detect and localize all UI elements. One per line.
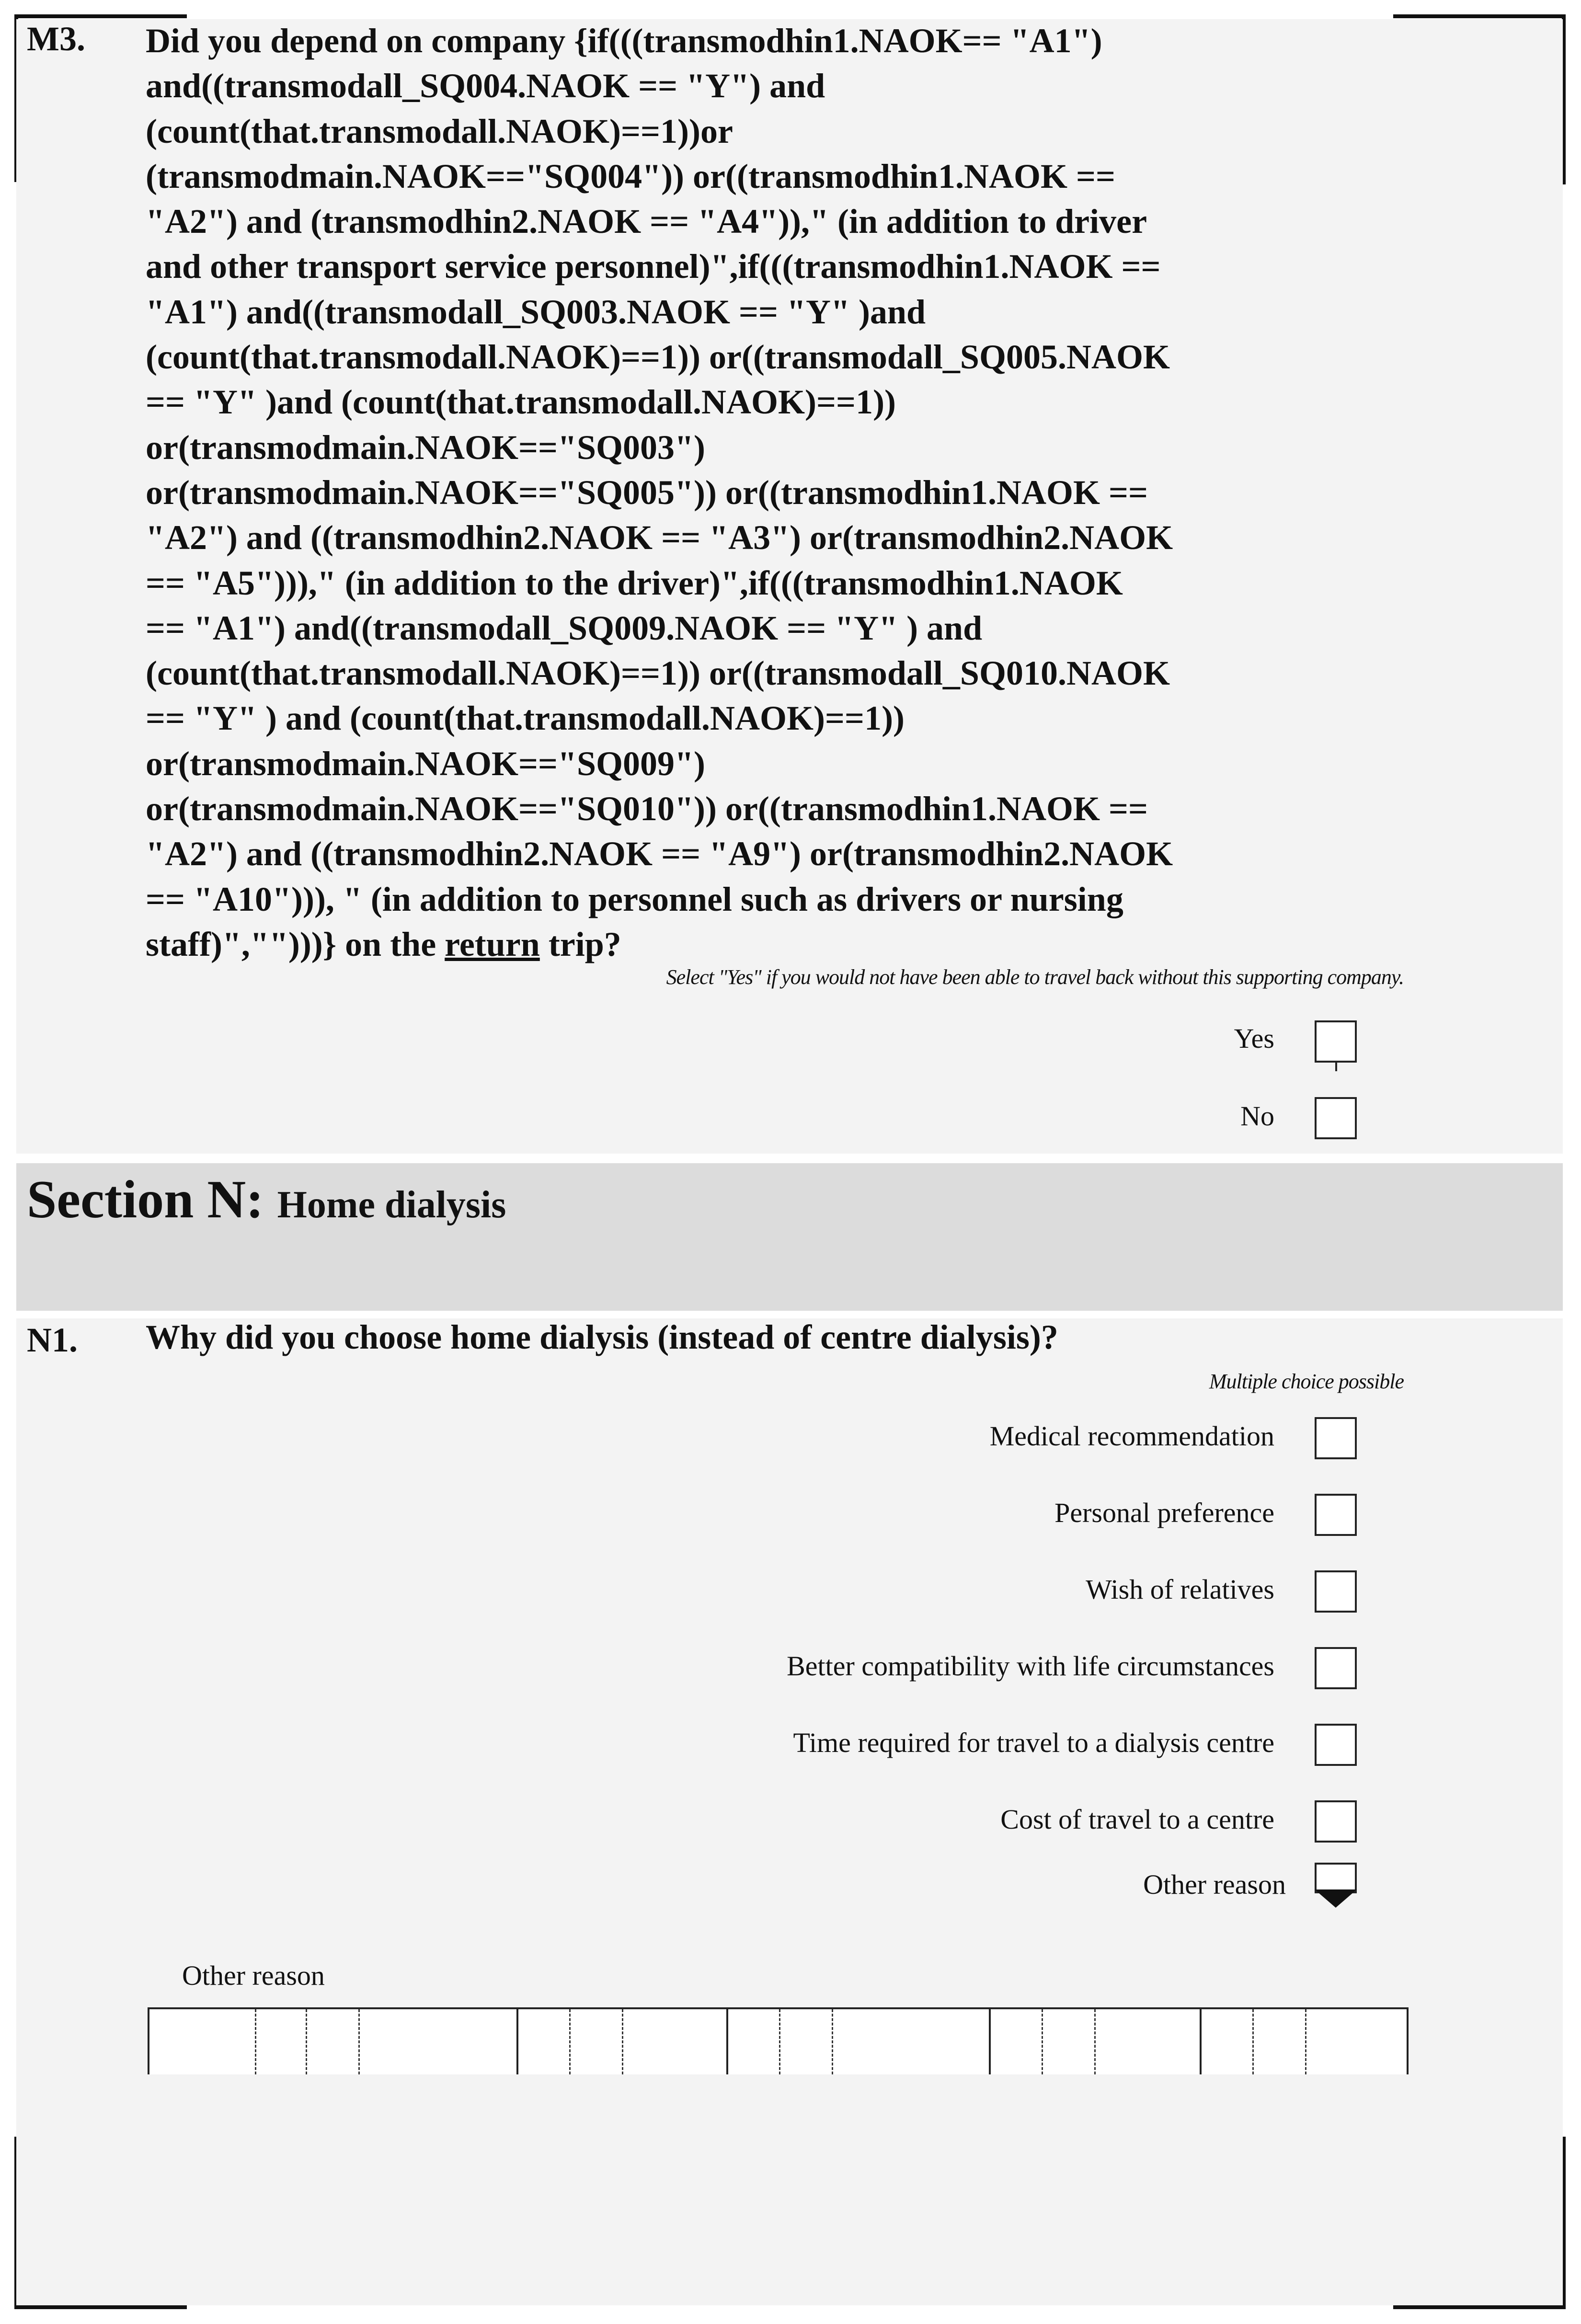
- question-m3-line: == "A1") and((transmodall_SQ009.NAOK == "Y" ) and: [146, 608, 983, 647]
- entry-cell-divider: [622, 2009, 623, 2074]
- entry-cell-divider: [779, 2009, 780, 2074]
- question-m3-line: == "Y" )and (count(that.transmodall.NAOK)==1)): [146, 383, 896, 422]
- entry-cell-divider: [1305, 2009, 1306, 2074]
- question-m3-line: == "A10"))), " (in addition to personnel such as drivers or nursing: [146, 880, 1123, 918]
- option-other-reason-checkbox[interactable]: [1315, 1863, 1357, 1909]
- last-line-end: trip?: [539, 925, 621, 963]
- question-m3-line: or(transmodmain.NAOK=="SQ005")) or((transmodhin1.NAOK ==: [146, 473, 1148, 512]
- question-m3-line: Did you depend on company {if(((transmodhin1.NAOK== "A1"): [146, 22, 1102, 60]
- question-m3-hint: Select "Yes" if you would not have been able to travel back without this supporting company.: [666, 965, 1404, 989]
- option-yes-label: Yes: [1234, 1023, 1274, 1054]
- question-m3-line: == "Y" ) and (count(that.transmodall.NAOK)==1)): [146, 699, 905, 738]
- question-n1-text: Why did you choose home dialysis (instead of centre dialysis)?: [146, 1318, 1058, 1356]
- section-n-title: [27, 1169, 506, 1231]
- entry-cell-divider: [1042, 2009, 1043, 2074]
- option-life-circumstances-checkbox[interactable]: [1315, 1647, 1357, 1689]
- question-m3-line: "A2") and (transmodhin2.NAOK == "A4"))," (in addition to driver: [146, 202, 1147, 241]
- option-travel-time-checkbox[interactable]: [1315, 1724, 1357, 1766]
- option-wish-of-relatives-label: Wish of relatives: [1086, 1574, 1274, 1605]
- question-m3-line: "A2") and ((transmodhin2.NAOK == "A3") or(transmodhin2.NAOK: [146, 518, 1173, 557]
- entry-cell-divider: [255, 2009, 256, 2074]
- corner-mark-bottom-left-h: [14, 2305, 187, 2309]
- option-travel-cost-label: Cost of travel to a centre: [1000, 1804, 1274, 1835]
- last-line-start: staff)","")))} on the: [146, 925, 445, 963]
- entry-cell-divider: [516, 2009, 518, 2074]
- entry-cell-divider: [358, 2009, 360, 2074]
- question-m3-line: == "A5")))," (in addition to the driver)",if(((transmodhin1.NAOK: [146, 563, 1123, 602]
- option-life-circumstances-label: Better compatibility with life circumstances: [787, 1650, 1274, 1682]
- entry-cell-divider: [1200, 2009, 1202, 2074]
- option-personal-preference-label: Personal preference: [1054, 1497, 1274, 1528]
- question-m3-line: and other transport service personnel)",if(((transmodhin1.NAOK ==: [146, 247, 1161, 286]
- section-label: Section N:: [27, 1170, 264, 1229]
- entry-cell-divider: [1252, 2009, 1254, 2074]
- corner-mark-top-left-h: [14, 14, 187, 18]
- section-name: Home dialysis: [277, 1184, 506, 1226]
- question-m3-text: [146, 18, 1173, 967]
- option-medical-recommendation-checkbox[interactable]: [1315, 1417, 1357, 1459]
- other-reason-text-entry[interactable]: [148, 2007, 1409, 2074]
- question-m3-line: or(transmodmain.NAOK=="SQ003"): [146, 428, 705, 467]
- entry-cell-divider: [726, 2009, 728, 2074]
- question-m3-line: (count(that.transmodall.NAOK)==1)) or((transmodall_SQ005.NAOK: [146, 338, 1170, 377]
- corner-mark-top-right-h: [1393, 14, 1566, 18]
- option-yes-checkbox[interactable]: [1315, 1020, 1357, 1063]
- entry-cell-divider: [832, 2009, 833, 2074]
- other-reason-field-label: Other reason: [182, 1960, 325, 1991]
- entry-cell-divider: [989, 2009, 991, 2074]
- question-n1-number: N1.: [27, 1321, 78, 1359]
- entry-cell-divider: [1094, 2009, 1096, 2074]
- option-travel-cost-checkbox[interactable]: [1315, 1800, 1357, 1843]
- option-other-reason-label: Other reason: [1143, 1869, 1286, 1900]
- option-wish-of-relatives-checkbox[interactable]: [1315, 1570, 1357, 1613]
- question-m3-line: and((transmodall_SQ004.NAOK == "Y") and: [146, 67, 825, 105]
- return-underlined: return: [445, 925, 540, 963]
- option-travel-time-label: Time required for travel to a dialysis centre: [793, 1727, 1274, 1758]
- checkbox-connector: [1335, 1063, 1337, 1071]
- corner-mark-bottom-right-h: [1393, 2305, 1566, 2309]
- down-arrow-checkbox-icon: [1315, 1863, 1357, 1909]
- option-no-checkbox[interactable]: [1315, 1097, 1357, 1139]
- question-m3-line: (transmodmain.NAOK=="SQ004")) or((transmodhin1.NAOK ==: [146, 157, 1116, 195]
- question-n1-hint: Multiple choice possible: [1209, 1370, 1404, 1393]
- question-m3-line: (count(that.transmodall.NAOK)==1)) or((transmodall_SQ010.NAOK: [146, 654, 1170, 693]
- option-no-label: No: [1240, 1100, 1274, 1132]
- option-medical-recommendation-label: Medical recommendation: [989, 1420, 1274, 1452]
- question-m3-line: or(transmodmain.NAOK=="SQ010")) or((transmodhin1.NAOK ==: [146, 790, 1148, 828]
- question-m3-line: "A2") and ((transmodhin2.NAOK == "A9") or(transmodhin2.NAOK: [146, 835, 1173, 873]
- option-personal-preference-checkbox[interactable]: [1315, 1494, 1357, 1536]
- question-m3-line: (count(that.transmodall.NAOK)==1))or: [146, 112, 733, 150]
- question-m3-number: M3.: [27, 20, 85, 58]
- entry-cell-divider: [569, 2009, 571, 2074]
- question-m3-last-line: [146, 922, 1173, 967]
- question-m3-line: "A1") and((transmodall_SQ003.NAOK == "Y" )and: [146, 292, 926, 331]
- entry-cell-divider: [306, 2009, 307, 2074]
- question-m3-line: or(transmodmain.NAOK=="SQ009"): [146, 744, 705, 783]
